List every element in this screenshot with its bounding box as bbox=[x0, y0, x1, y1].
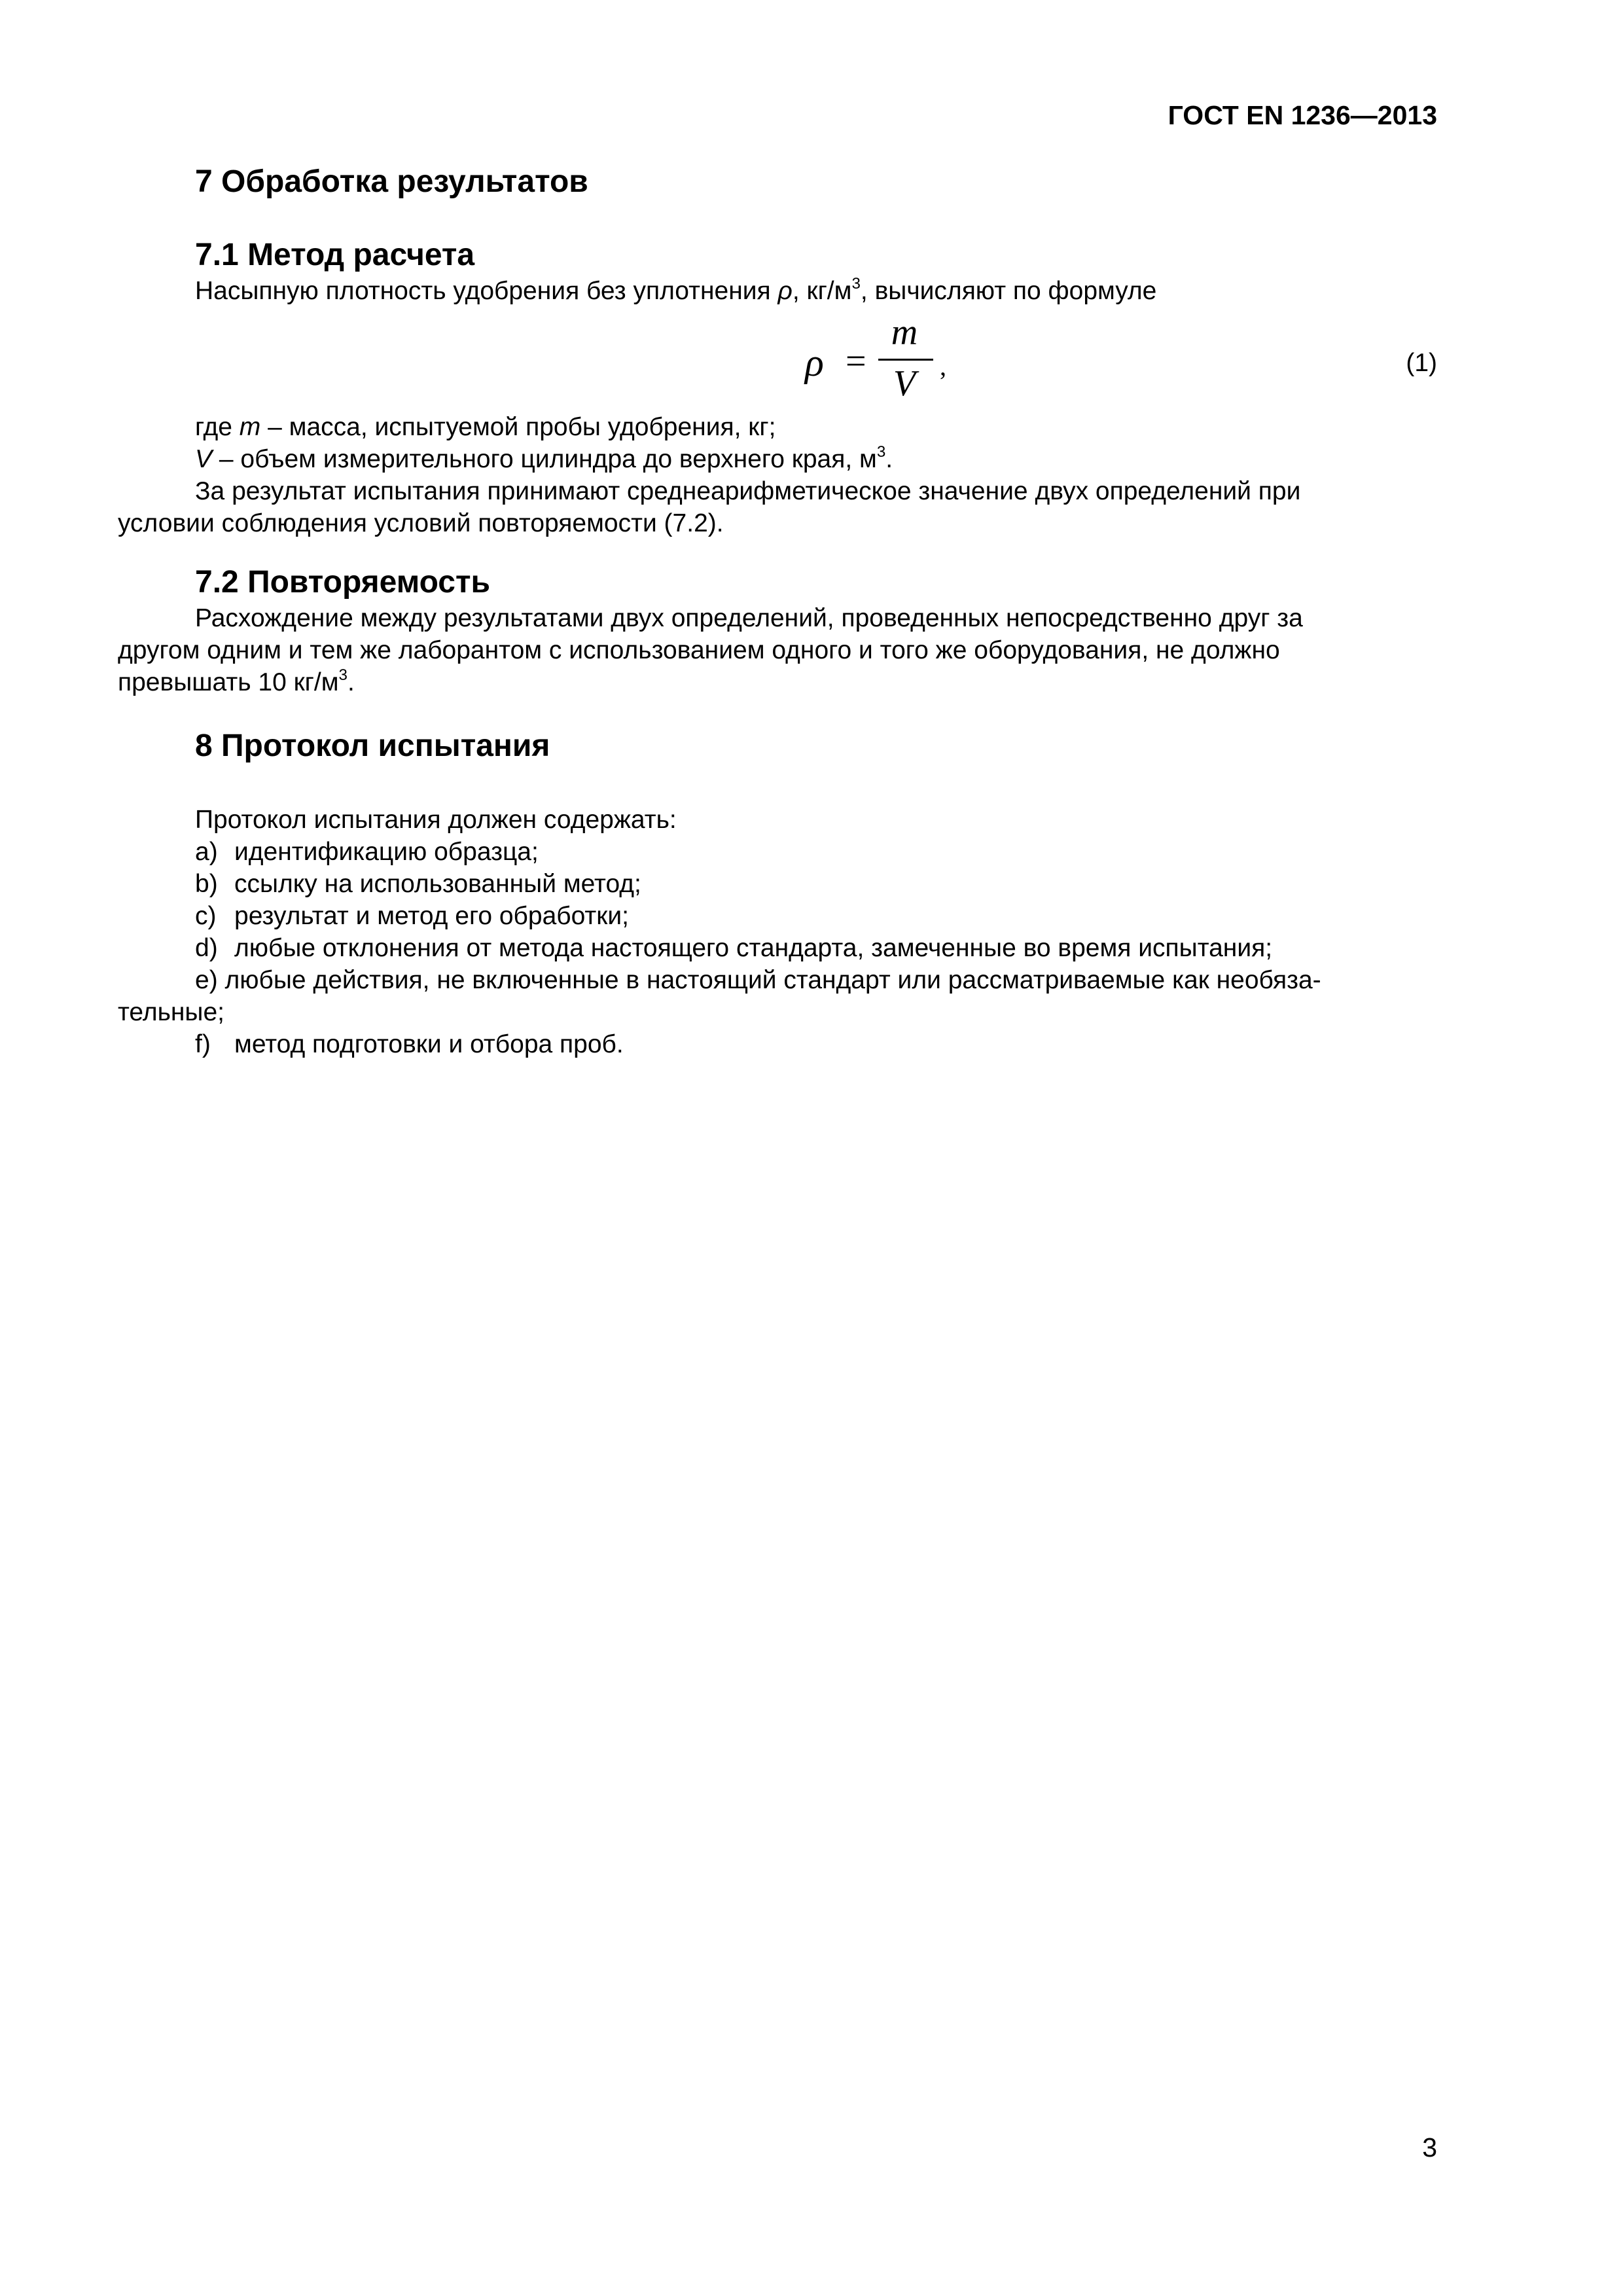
list-marker: d) bbox=[195, 934, 218, 962]
formula-equals: = bbox=[846, 341, 866, 382]
list-marker: b) bbox=[195, 870, 218, 898]
list-text: любые действия, не включенные в настоящий стандарт или рассматриваемые как необяза- bbox=[224, 966, 1321, 994]
intro-text-b: , кг/м bbox=[792, 277, 852, 305]
subsection-7-1-heading: 7.1 Метод расчета bbox=[195, 238, 475, 272]
repeatability-text-a: превышать 10 кг/м bbox=[118, 668, 339, 696]
list-item-continuation: тельные; bbox=[118, 998, 224, 1026]
repeatability-line-1: Расхождение между результатами двух определений, проведенных непосредственно друг за bbox=[195, 604, 1303, 632]
formula-comma: , bbox=[940, 351, 946, 381]
formula-denominator: V bbox=[893, 363, 916, 404]
subsection-7-2-heading: 7.2 Повторяемость bbox=[195, 565, 490, 600]
page-number: 3 bbox=[1422, 2132, 1437, 2162]
list-text: метод подготовки и отбора проб. bbox=[234, 1030, 624, 1058]
where-v-superscript: 3 bbox=[876, 443, 886, 461]
list-text: идентификацию образца; bbox=[234, 838, 539, 866]
result-paragraph-line-1: За результат испытания принимают среднеарифметическое значение двух определений при bbox=[195, 477, 1301, 505]
repeatability-text-b: . bbox=[348, 668, 355, 696]
where-text-a: где bbox=[195, 413, 240, 441]
where-v-text: – объем измерительного цилиндра до верхнего края, м bbox=[212, 445, 877, 473]
list-item bbox=[195, 1028, 624, 1060]
formula-numerator: m bbox=[891, 312, 918, 353]
where-m-symbol: m bbox=[239, 413, 261, 441]
where-v-end: . bbox=[885, 445, 893, 473]
intro-text-a: Насыпную плотность удобрения без уплотнения bbox=[195, 277, 778, 305]
section-8-heading: 8 Протокол испытания bbox=[195, 728, 550, 763]
list-item bbox=[195, 932, 1272, 964]
method-intro-paragraph bbox=[195, 275, 1156, 307]
where-v-symbol: V bbox=[195, 445, 213, 473]
where-m-line bbox=[195, 411, 776, 443]
list-marker: f) bbox=[195, 1030, 211, 1058]
list-item bbox=[195, 868, 641, 900]
result-paragraph-line-2: условии соблюдения условий повторяемости (7.2). bbox=[118, 509, 724, 537]
list-item bbox=[195, 836, 539, 868]
protocol-intro: Протокол испытания должен содержать: bbox=[195, 806, 677, 834]
section-7-heading: 7 Обработка результатов bbox=[195, 164, 588, 199]
where-text-b: – масса, испытуемой пробы удобрения, кг; bbox=[260, 413, 776, 441]
intro-superscript: 3 bbox=[851, 275, 861, 293]
list-item bbox=[118, 964, 1437, 996]
list-item bbox=[195, 900, 629, 932]
intro-rho-symbol: ρ bbox=[777, 277, 793, 305]
intro-text-c: , вычисляют по формуле bbox=[860, 277, 1157, 305]
formula-rho: ρ bbox=[805, 341, 824, 384]
list-marker: e) bbox=[195, 966, 218, 994]
list-marker: c) bbox=[195, 902, 217, 930]
repeatability-superscript: 3 bbox=[338, 666, 348, 685]
repeatability-line-3 bbox=[118, 666, 355, 698]
repeatability-line-2: другом одним и тем же лаборантом с использованием одного и того же оборудования, не должно bbox=[118, 636, 1280, 664]
list-text: любые отклонения от метода настоящего стандарта, замеченные во время испытания; bbox=[234, 934, 1273, 962]
list-text: результат и метод его обработки; bbox=[234, 902, 629, 930]
list-marker: a) bbox=[195, 838, 218, 866]
document-code-header: ГОСТ EN 1236—2013 bbox=[1168, 100, 1437, 130]
equation-number: (1) bbox=[1406, 349, 1437, 377]
where-v-line bbox=[195, 443, 893, 475]
list-text: ссылку на использованный метод; bbox=[234, 870, 641, 898]
